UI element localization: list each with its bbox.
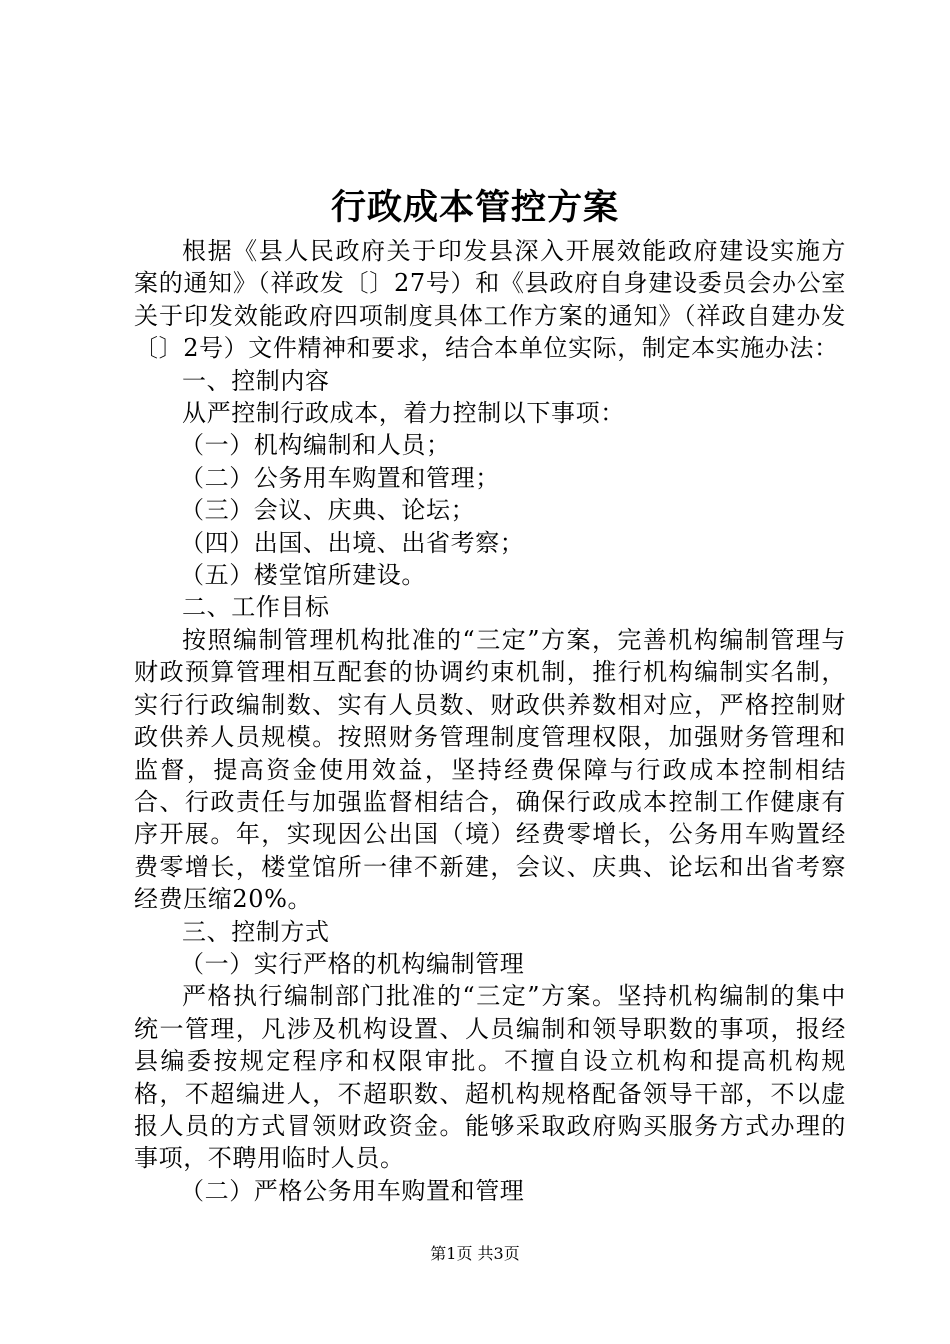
subsection-heading-2: （二）严格公务用车购置和管理 [180,1176,525,1205]
paragraph-control-scope: 从严控制行政成本，着力控制以下事项： [182,399,625,428]
list-item: （三）会议、庆典、论坛； [180,496,476,525]
page-footer: 第1页 共3页 [430,1244,520,1263]
section-heading-3: 三、控制方式 [182,917,330,946]
section-heading-2: 二、工作目标 [182,593,330,622]
document-title: 行政成本管控方案 [330,187,619,228]
paragraph-intro: 根据《县人民政府关于印发县深入开展效能政府建设实施方案的通知》（祥政发〔〕27号）和《县政府自身建设委员会办公室关于印发效能政府四项制度具体工作方案的通知》（祥政自建办发〔〕2号）文件精神和要求，结合本单位实际，制定本实施办法： [134,237,846,363]
list-item: （一）机构编制和人员； [180,431,451,460]
document-body [134,235,846,1207]
list-item: （二）公务用车购置和管理； [180,463,500,492]
list-item: （五）楼堂馆所建设。 [180,561,426,590]
paragraph-goals: 按照编制管理机构批准的“三定”方案，完善机构编制管理与财政预算管理相互配套的协调约束机制，推行机构编制实名制，实行行政编制数、实有人员数、财政供养数相对应，严格控制财政供养人员规模。按照财务管理制度管理权限，加强财务管理和监督，提高资金使用效益，坚持经费保障与行政成本控制相结合、行政责任与加强监督相结合，确保行政成本控制工作健康有序开展。年，实现因公出国（境）经费零增长，公务用车购置经费零增长，楼堂馆所一律不新建，会议、庆典、论坛和出省考察经费压缩20%。 [134,625,846,914]
list-item: （四）出国、出境、出省考察； [180,528,525,557]
paragraph-staffing: 严格执行编制部门批准的“三定”方案。坚持机构编制的集中统一管理，凡涉及机构设置、人员编制和领导职数的事项，报经县编委按规定程序和权限审批。不擅自设立机构和提高机构规格，不超编进人，不超职数、超机构规格配备领导干部，不以虚报人员的方式冒领财政资金。能够采取政府购买服务方式办理的事项，不聘用临时人员。 [134,982,846,1173]
subsection-heading-1: （一）实行严格的机构编制管理 [180,949,525,978]
section-heading-1: 一、控制内容 [182,366,330,395]
